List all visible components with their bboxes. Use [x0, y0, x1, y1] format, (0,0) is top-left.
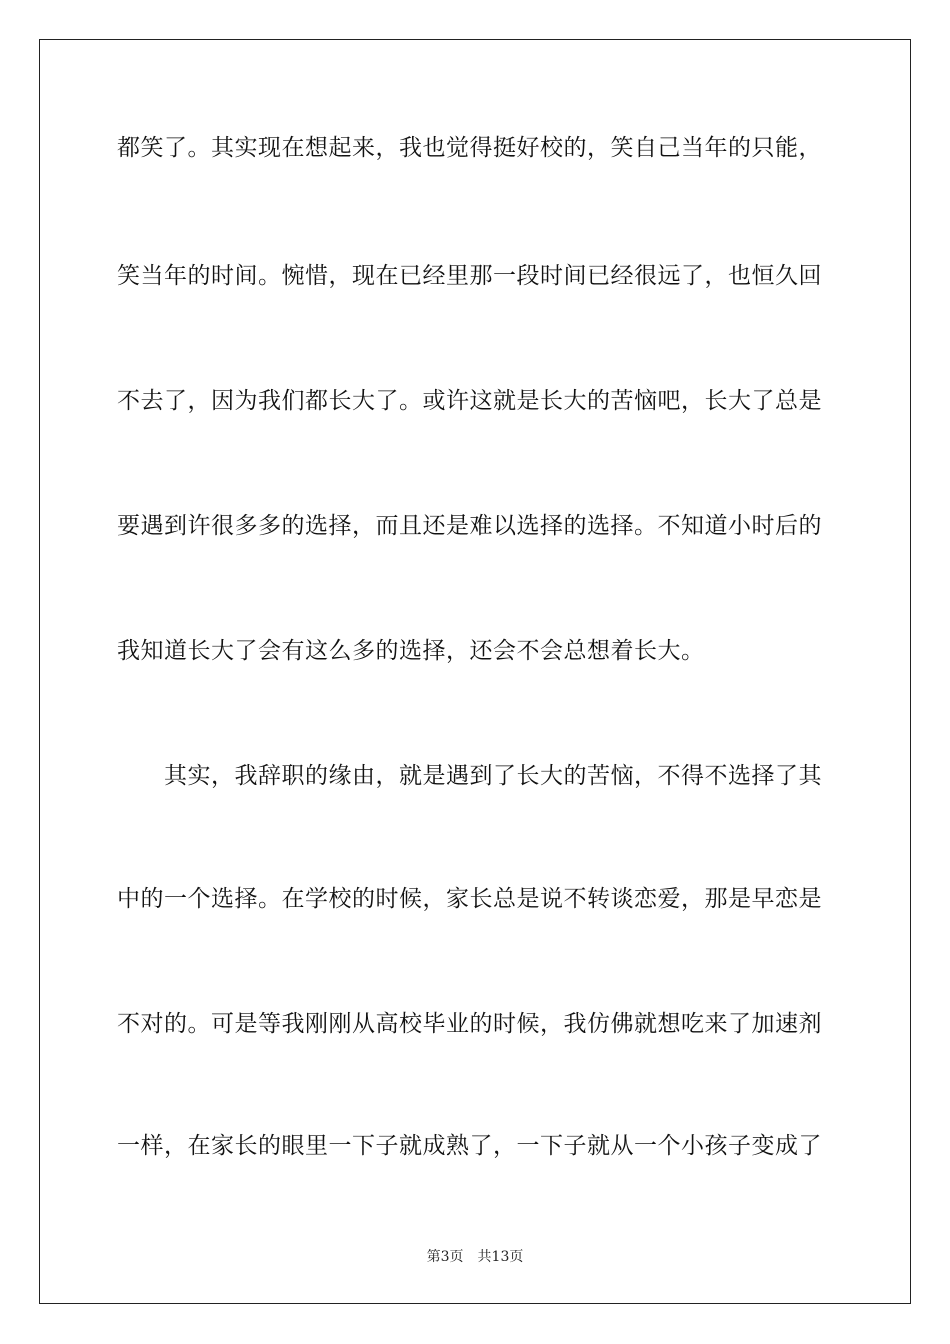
text-line-5: 我知道长大了会有这么多的选择，还会不会总想着长大。 — [117, 638, 705, 664]
text-line-3: 不去了，因为我们都长大了。或许这就是长大的苦恼吧，长大了总是 — [117, 388, 822, 414]
total-pages: 共13页 — [477, 1249, 524, 1265]
text-line-1: 都笑了。其实现在想起来，我也觉得挺好校的，笑自己当年的只能， — [117, 135, 822, 161]
text-line-6-paragraph-start: 其实，我辞职的缘由，就是遇到了长大的苦恼，不得不选择了其 — [164, 763, 822, 789]
text-line-4: 要遇到许很多多的选择，而且还是难以选择的选择。不知道小时后的 — [117, 513, 822, 539]
text-line-7: 中的一个选择。在学校的时候，家长总是说不转谈恋爱，那是早恋是 — [117, 886, 822, 912]
page-footer — [0, 1248, 950, 1266]
text-line-8: 不对的。可是等我刚刚从高校毕业的时候，我仿佛就想吃来了加速剂 — [117, 1011, 822, 1037]
text-line-9: 一样，在家长的眼里一下子就成熟了，一下子就从一个小孩子变成了 — [117, 1133, 822, 1159]
page-border — [39, 39, 911, 1304]
text-line-2: 笑当年的时间。惋惜，现在已经里那一段时间已经很远了，也恒久回 — [117, 263, 822, 289]
page-number: 第3页 — [426, 1249, 464, 1265]
